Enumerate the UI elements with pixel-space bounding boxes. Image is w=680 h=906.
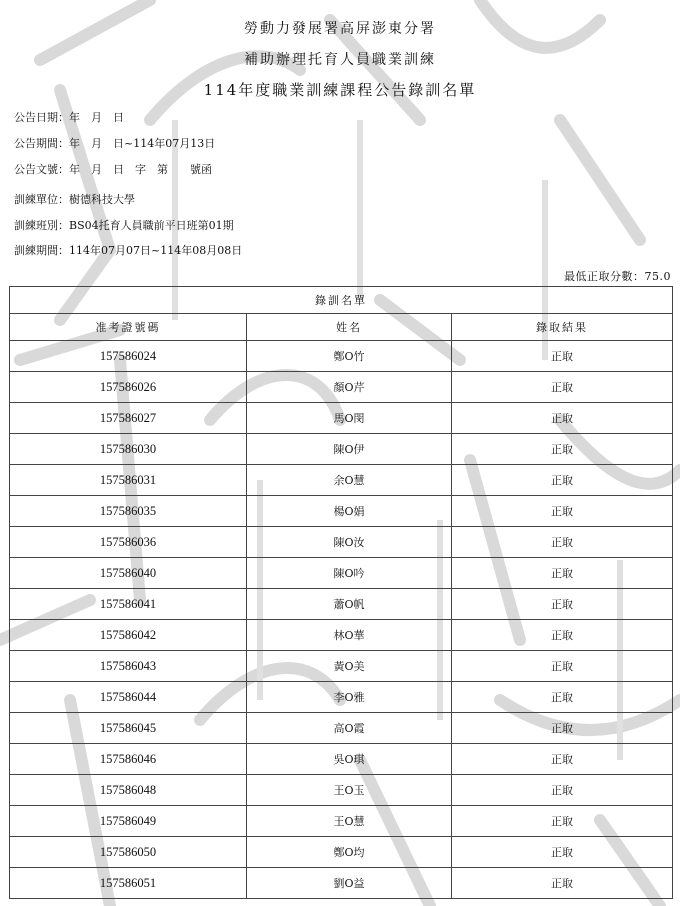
announce-date-label: 公告日期： bbox=[14, 111, 69, 124]
table-header-row bbox=[10, 314, 673, 341]
program-title: 補助辦理托育人員職業訓練 bbox=[244, 52, 436, 68]
result-cell: 正取 bbox=[452, 341, 673, 372]
training-period-label: 訓練期間： bbox=[14, 244, 69, 257]
exam-id-cell: 157586035 bbox=[10, 496, 247, 527]
exam-id-cell: 157586043 bbox=[10, 651, 247, 682]
training-period bbox=[14, 242, 242, 258]
table-row bbox=[10, 403, 673, 434]
result-cell: 正取 bbox=[452, 806, 673, 837]
exam-id-cell: 157586024 bbox=[10, 341, 247, 372]
table-row bbox=[10, 372, 673, 403]
training-class-label: 訓練班別： bbox=[14, 219, 69, 232]
result-cell: 正取 bbox=[452, 372, 673, 403]
name-cell: 陳O汝 bbox=[247, 527, 452, 558]
announce-doc-number bbox=[14, 161, 212, 177]
name-cell: 劉O益 bbox=[247, 868, 452, 899]
name-cell: 鄭O均 bbox=[247, 837, 452, 868]
result-cell: 正取 bbox=[452, 868, 673, 899]
result-cell: 正取 bbox=[452, 403, 673, 434]
training-class bbox=[14, 217, 234, 233]
table-row bbox=[10, 775, 673, 806]
announce-date bbox=[14, 109, 124, 125]
name-cell: 鄭O竹 bbox=[247, 341, 452, 372]
table-row bbox=[10, 744, 673, 775]
result-cell: 正取 bbox=[452, 744, 673, 775]
table-row bbox=[10, 713, 673, 744]
announce-date-value: 年 月 日 bbox=[69, 111, 124, 124]
name-cell: 黃O美 bbox=[247, 651, 452, 682]
result-cell: 正取 bbox=[452, 496, 673, 527]
table-row bbox=[10, 558, 673, 589]
exam-id-cell: 157586026 bbox=[10, 372, 247, 403]
exam-id-cell: 157586027 bbox=[10, 403, 247, 434]
table-row bbox=[10, 806, 673, 837]
table-row bbox=[10, 620, 673, 651]
name-cell: 吳O琪 bbox=[247, 744, 452, 775]
announce-period-label: 公告期間： bbox=[14, 137, 69, 150]
result-cell: 正取 bbox=[452, 682, 673, 713]
table-row bbox=[10, 527, 673, 558]
name-cell: 蕭O帆 bbox=[247, 589, 452, 620]
result-cell: 正取 bbox=[452, 589, 673, 620]
training-unit bbox=[14, 191, 135, 207]
table-row bbox=[10, 682, 673, 713]
exam-id-cell: 157586051 bbox=[10, 868, 247, 899]
training-unit-label: 訓練單位： bbox=[14, 193, 69, 206]
column-header-name: 姓名 bbox=[247, 314, 452, 341]
exam-id-cell: 157586044 bbox=[10, 682, 247, 713]
name-cell: 顏O芹 bbox=[247, 372, 452, 403]
table-row bbox=[10, 434, 673, 465]
exam-id-cell: 157586048 bbox=[10, 775, 247, 806]
name-cell: 余O慧 bbox=[247, 465, 452, 496]
exam-id-cell: 157586040 bbox=[10, 558, 247, 589]
name-cell: 王O慧 bbox=[247, 806, 452, 837]
result-cell: 正取 bbox=[452, 527, 673, 558]
table-caption: 錄訓名單 bbox=[10, 287, 673, 314]
result-cell: 正取 bbox=[452, 558, 673, 589]
name-cell: 馬O閔 bbox=[247, 403, 452, 434]
table-row bbox=[10, 868, 673, 899]
table-row bbox=[10, 341, 673, 372]
exam-id-cell: 157586045 bbox=[10, 713, 247, 744]
training-period-value: 114年07月07日~114年08月08日 bbox=[69, 244, 243, 257]
result-cell: 正取 bbox=[452, 837, 673, 868]
name-cell: 林O華 bbox=[247, 620, 452, 651]
table-caption-row bbox=[10, 287, 673, 314]
exam-id-cell: 157586042 bbox=[10, 620, 247, 651]
name-cell: 高O霞 bbox=[247, 713, 452, 744]
result-cell: 正取 bbox=[452, 620, 673, 651]
result-cell: 正取 bbox=[452, 713, 673, 744]
table-row bbox=[10, 651, 673, 682]
table-row bbox=[10, 465, 673, 496]
table-row bbox=[10, 837, 673, 868]
training-class-value: BS04托育人員職前平日班第01期 bbox=[69, 219, 234, 232]
column-header-result: 錄取結果 bbox=[452, 314, 673, 341]
exam-id-cell: 157586030 bbox=[10, 434, 247, 465]
exam-id-cell: 157586050 bbox=[10, 837, 247, 868]
training-unit-value: 樹德科技大學 bbox=[69, 193, 135, 206]
table-body bbox=[10, 341, 673, 899]
min-admission-score: 最低正取分數：75.0 bbox=[564, 270, 671, 283]
announce-period bbox=[14, 135, 215, 151]
result-cell: 正取 bbox=[452, 434, 673, 465]
result-cell: 正取 bbox=[452, 775, 673, 806]
name-cell: 王O玉 bbox=[247, 775, 452, 806]
notice-title: 114年度職業訓練課程公告錄訓名單 bbox=[203, 81, 477, 99]
name-cell: 陳O伊 bbox=[247, 434, 452, 465]
name-cell: 楊O娟 bbox=[247, 496, 452, 527]
agency-title: 勞動力發展署高屏澎東分署 bbox=[244, 21, 436, 37]
announce-period-value: 年 月 日~114年07月13日 bbox=[69, 137, 216, 150]
admission-roster-table bbox=[9, 286, 673, 899]
table-row bbox=[10, 496, 673, 527]
exam-id-cell: 157586036 bbox=[10, 527, 247, 558]
exam-id-cell: 157586041 bbox=[10, 589, 247, 620]
announce-doc-value: 年 月 日 字 第 號函 bbox=[69, 163, 212, 176]
result-cell: 正取 bbox=[452, 465, 673, 496]
column-header-exam-id: 准考證號碼 bbox=[10, 314, 247, 341]
exam-id-cell: 157586049 bbox=[10, 806, 247, 837]
announce-doc-label: 公告文號： bbox=[14, 163, 69, 176]
name-cell: 李O雅 bbox=[247, 682, 452, 713]
name-cell: 陳O吟 bbox=[247, 558, 452, 589]
result-cell: 正取 bbox=[452, 651, 673, 682]
exam-id-cell: 157586046 bbox=[10, 744, 247, 775]
table-row bbox=[10, 589, 673, 620]
exam-id-cell: 157586031 bbox=[10, 465, 247, 496]
